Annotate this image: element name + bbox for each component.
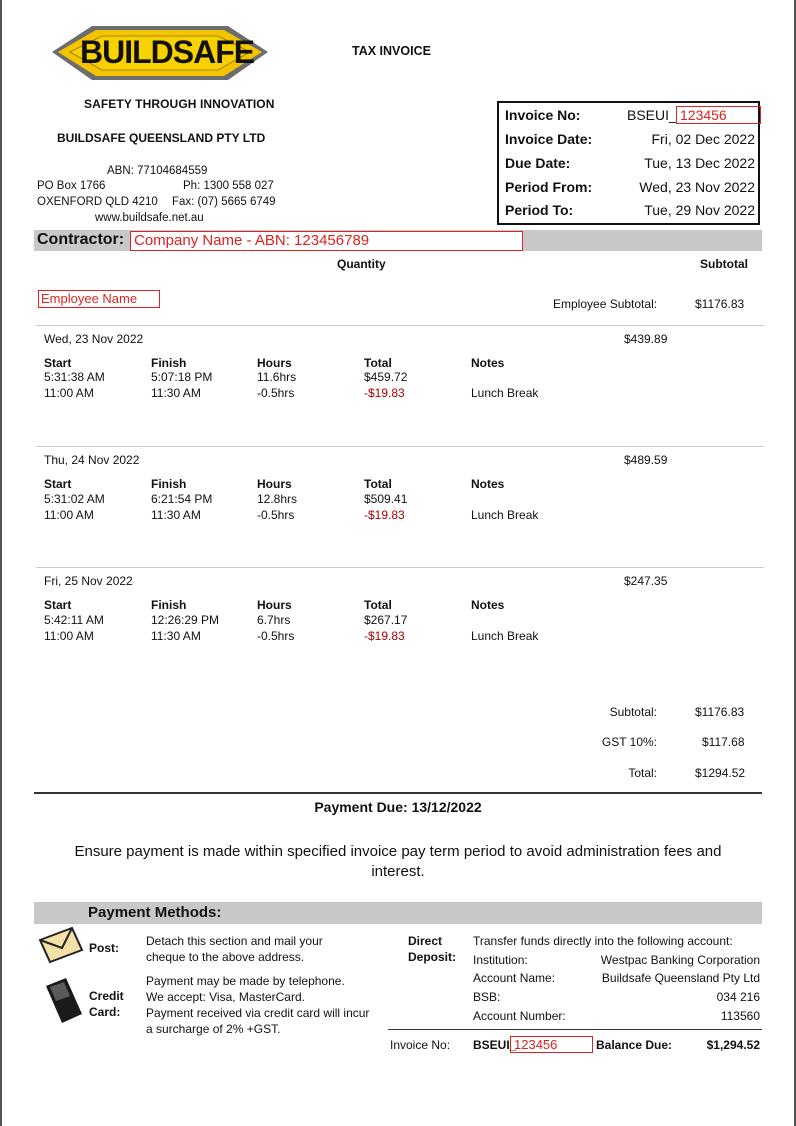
- break-start: 11:00 AM: [44, 508, 94, 522]
- company-tagline: SAFETY THROUGH INNOVATION: [84, 97, 275, 111]
- total-value: $1294.52: [695, 766, 746, 780]
- direct-deposit-intro: Transfer funds directly into the following account:: [473, 934, 733, 948]
- break-total: -$19.83: [364, 386, 405, 400]
- due-date-label: Due Date:: [505, 155, 571, 171]
- total-header: Total: [364, 477, 392, 491]
- period-from-row: [505, 179, 755, 201]
- due-date-value: Tue, 13 Dec 2022: [644, 155, 755, 171]
- bsb-label: BSB:: [473, 990, 501, 1004]
- entry-hours: 6.7hrs: [257, 613, 291, 627]
- hours-header: Hours: [257, 356, 292, 370]
- footer-divider: [388, 1029, 762, 1030]
- finish-header: Finish: [151, 598, 187, 612]
- institution-value: Westpac Banking Corporation: [600, 953, 760, 967]
- period-to-row: [505, 202, 755, 224]
- break-notes: Lunch Break: [471, 386, 539, 400]
- totals-divider: [34, 792, 762, 794]
- notes-header: Notes: [471, 356, 505, 370]
- document-title: TAX INVOICE: [352, 44, 431, 58]
- day-divider: [36, 567, 764, 568]
- phone-icon: [44, 978, 84, 1024]
- footer-invoice-no-label: Invoice No:: [390, 1038, 451, 1052]
- company-website[interactable]: www.buildsafe.net.au: [95, 212, 204, 224]
- invoice-date-label: Invoice Date:: [505, 131, 593, 147]
- finish-header: Finish: [151, 356, 187, 370]
- entry-finish: 5:07:18 PM: [151, 370, 213, 384]
- break-hours: -0.5hrs: [257, 508, 295, 522]
- entry-start: 5:31:02 AM: [44, 492, 105, 506]
- employee-subtotal-label: Employee Subtotal:: [553, 297, 658, 311]
- day-amount: $489.59: [624, 453, 668, 467]
- account-number-value: 113560: [720, 1009, 760, 1023]
- account-name-label: Account Name:: [473, 971, 556, 985]
- subtotal-value: $1176.83: [695, 705, 745, 719]
- hours-header: Hours: [257, 598, 292, 612]
- envelope-icon: [38, 926, 84, 964]
- employee-name: Employee Name: [38, 290, 160, 308]
- start-header: Start: [44, 477, 72, 491]
- buildsafe-logo: [52, 14, 268, 98]
- employee-subtotal-value: $1176.83: [695, 297, 745, 311]
- invoice-date-row: [505, 131, 755, 153]
- direct-deposit-label-1: Direct: [408, 934, 443, 948]
- post-text-2: cheque to the above address.: [146, 950, 305, 964]
- invoice-no-row: [505, 107, 755, 129]
- break-total: -$19.83: [364, 508, 405, 522]
- card-text-3: Payment received via credit card will incur: [146, 1006, 370, 1020]
- company-po-box: PO Box 1766: [37, 180, 106, 192]
- company-name: BUILDSAFE QUEENSLAND PTY LTD: [57, 131, 266, 145]
- entry-finish: 6:21:54 PM: [151, 492, 213, 506]
- bsb-value: 034 216: [716, 990, 760, 1004]
- company-abn: ABN: 77104684559: [107, 165, 208, 177]
- day-divider: [36, 446, 764, 447]
- payment-notice: Ensure payment is made within specified invoice pay term period to avoid administration fees and interest.: [74, 843, 722, 880]
- entry-start: 5:42:11 AM: [44, 613, 104, 627]
- subtotal-column-header: Subtotal: [700, 257, 748, 271]
- subtotal-label: Subtotal:: [609, 705, 657, 719]
- break-hours: -0.5hrs: [257, 386, 295, 400]
- credit-card-label-1: Credit: [89, 989, 124, 1003]
- footer-invoice-no-value: 123456: [510, 1036, 593, 1053]
- credit-card-label-2: Card:: [89, 1005, 121, 1019]
- entry-total: $267.17: [364, 613, 408, 627]
- break-start: 11:00 AM: [44, 629, 94, 643]
- break-hours: -0.5hrs: [257, 629, 295, 643]
- post-label: Post:: [89, 941, 119, 955]
- invoice-meta-box: [497, 101, 760, 225]
- day-amount: $439.89: [624, 332, 668, 346]
- company-fax: Fax: (07) 5665 6749: [172, 196, 276, 208]
- break-start: 11:00 AM: [44, 386, 94, 400]
- total-header: Total: [364, 598, 392, 612]
- balance-due-label: Balance Due:: [596, 1038, 673, 1052]
- contractor-value: Company Name - ABN: 123456789: [130, 231, 523, 251]
- footer-invoice-no-prefix: BSEUI_: [473, 1038, 517, 1052]
- invoice-date-value: Fri, 02 Dec 2022: [651, 131, 755, 147]
- break-finish: 11:30 AM: [151, 629, 201, 643]
- break-notes: Lunch Break: [471, 629, 539, 643]
- account-name-value: Buildsafe Queensland Pty Ltd: [601, 971, 760, 985]
- break-finish: 11:30 AM: [151, 386, 201, 400]
- institution-label: Institution:: [473, 953, 528, 967]
- hours-header: Hours: [257, 477, 292, 491]
- entry-hours: 11.6hrs: [257, 370, 297, 384]
- card-text-2: We accept: Visa, MasterCard.: [146, 990, 305, 1004]
- total-label: Total:: [628, 766, 657, 780]
- due-date-row: [505, 155, 755, 177]
- finish-header: Finish: [151, 477, 187, 491]
- day-amount: $247.35: [624, 574, 668, 588]
- period-from-label: Period From:: [505, 179, 593, 195]
- start-header: Start: [44, 598, 72, 612]
- entry-hours: 12.8hrs: [257, 492, 298, 506]
- invoice-no-prefix: BSEUI_: [627, 107, 677, 123]
- post-text-1: Detach this section and mail your: [146, 934, 323, 948]
- logo-wordmark: BUILDSAFE: [80, 34, 255, 70]
- break-finish: 11:30 AM: [151, 508, 201, 522]
- payment-due: Payment Due: 13/12/2022: [314, 799, 482, 815]
- break-notes: Lunch Break: [471, 508, 539, 522]
- account-number-label: Account Number:: [473, 1009, 566, 1023]
- page-border-left: [0, 0, 2, 1126]
- company-city: OXENFORD QLD 4210: [37, 196, 158, 208]
- entry-finish: 12:26:29 PM: [151, 613, 220, 627]
- total-header: Total: [364, 356, 392, 370]
- day-date: Thu, 24 Nov 2022: [44, 453, 140, 467]
- gst-value: $117.68: [702, 735, 745, 749]
- period-from-value: Wed, 23 Nov 2022: [639, 179, 755, 195]
- entry-start: 5:31:38 AM: [44, 370, 105, 384]
- balance-due-value: $1,294.52: [706, 1038, 760, 1052]
- invoice-no-label: Invoice No:: [505, 107, 581, 123]
- company-phone: Ph: 1300 558 027: [183, 180, 274, 192]
- day-date: Wed, 23 Nov 2022: [44, 332, 144, 346]
- contractor-label: Contractor:: [37, 231, 125, 248]
- entry-total: $459.72: [364, 370, 408, 384]
- direct-deposit-label-2: Deposit:: [408, 950, 456, 964]
- invoice-no-value: 123456: [676, 106, 761, 124]
- start-header: Start: [44, 356, 72, 370]
- payment-methods-title: Payment Methods:: [88, 904, 222, 921]
- period-to-value: Tue, 29 Nov 2022: [644, 202, 755, 218]
- notes-header: Notes: [471, 598, 505, 612]
- gst-label: GST 10%:: [601, 735, 657, 749]
- card-text-1: Payment may be made by telephone.: [146, 974, 345, 988]
- period-to-label: Period To:: [505, 202, 574, 218]
- break-total: -$19.83: [364, 629, 405, 643]
- quantity-column-header: Quantity: [337, 257, 386, 271]
- day-date: Fri, 25 Nov 2022: [44, 574, 133, 588]
- card-text-4: a surcharge of 2% +GST.: [146, 1022, 281, 1036]
- day-divider: [36, 325, 764, 326]
- notes-header: Notes: [471, 477, 505, 491]
- entry-total: $509.41: [364, 492, 408, 506]
